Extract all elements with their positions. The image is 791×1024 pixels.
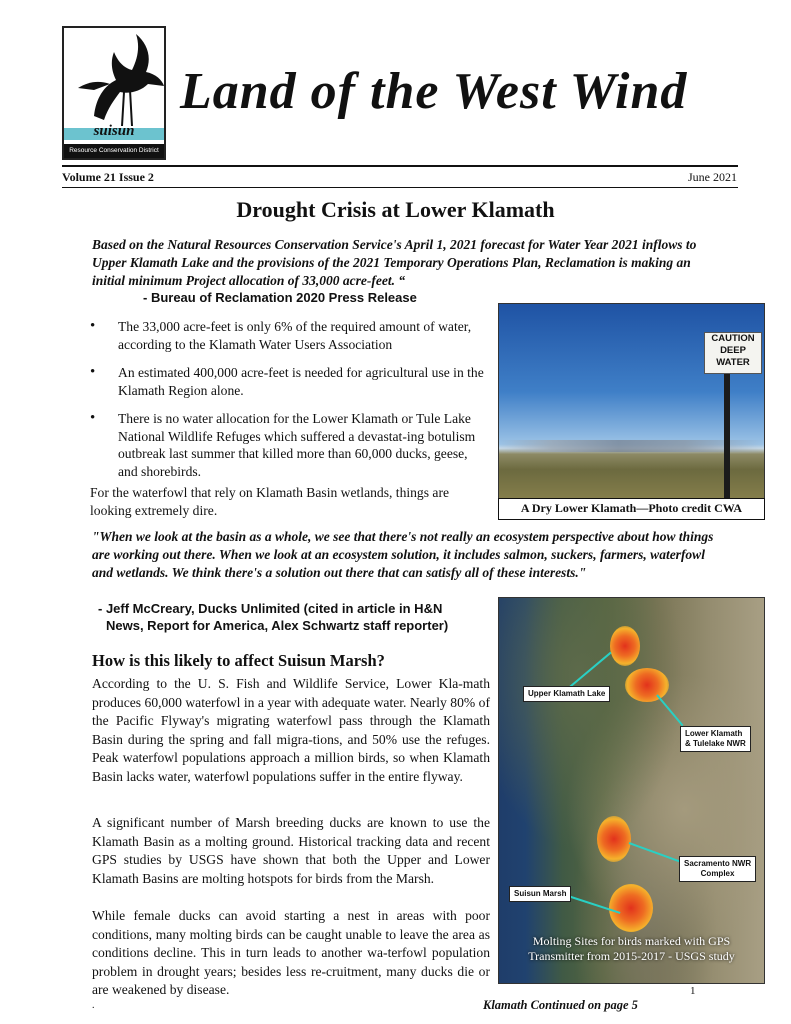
district-logo	[62, 26, 166, 160]
molting-sites-map	[498, 597, 765, 984]
article-headline: Drought Crisis at Lower Klamath	[236, 197, 555, 222]
heron-icon	[64, 28, 164, 128]
divider	[62, 187, 738, 188]
bullet-item: • An estimated 400,000 acre-feet is needed for agricultural use in the Klamath Region alone.	[90, 364, 485, 399]
volume-issue: Volume 21 Issue 2	[62, 170, 154, 184]
bullet-item: • There is no water allocation for the Lower Klamath or Tule Lake National Wildlife Refuges which suffered a devastat-ing botulism outbreak last summer that killed more than 60,000 ducks, geese, and shorebirds.	[90, 410, 485, 480]
newsletter-title: Land of the West Wind	[180, 63, 688, 120]
map-label-lower-klamath: Lower Klamath & Tulelake NWR	[680, 726, 751, 752]
photo-caption-box	[498, 498, 765, 520]
hotspot-suisun	[609, 884, 653, 932]
logo-caption: Resource Conservation District	[64, 144, 164, 158]
body-paragraph: While female ducks can avoid starting a nest in areas with poor conditions, many molting birds can be caught unable to leave the area as conditions decline. This in turn leads to another wa-terfowl population problem in drought years; besides less re-cruitment, many ducks die or are weakened by disease.	[92, 908, 490, 997]
body-paragraph: According to the U. S. Fish and Wildlife Service, Lower Kla-math produces 60,000 waterfowl in a year with adequate water. Nearly 80% of the Pacific Flyway's migrating waterfowl pass through the Klamath Basin during the spring and fall migra-tions, and 50% use the refuges. Peak waterfowl populations approach a million birds, so when Klamath Basin lacks water, waterfowl populations suffer in the entire flyway.	[92, 676, 490, 784]
mccreary-quote: "When we look at the basin as a whole, we see that there's not really an ecosystem perspective about how things are working out there. When we look at an ecosystem solution, it includes salmon, suckers, farmers, waterfowl and wetlands. We think there's a solution out there that can satisfy all of these interests."	[92, 529, 714, 580]
body-paragraph: A significant number of Marsh breeding ducks are known to use the Klamath Basin as a molting ground. Historical tracking data and recent GPS studies by USGS have shown that both the Upper and Lower Klamath Basins are molting hotspots for birds from the Marsh.	[92, 815, 490, 886]
source-line: News, Report for America, Alex Schwartz staff reporter)	[106, 618, 449, 633]
hotspot-sacramento	[597, 816, 631, 862]
divider	[62, 165, 738, 167]
hotspot-upper-klamath	[610, 626, 640, 666]
caution-sign	[704, 332, 762, 374]
sign-text-line: WATER	[716, 357, 750, 368]
waterfowl-paragraph: For the waterfowl that rely on Klamath Basin wetlands, things are looking extremely dire.	[90, 485, 450, 518]
photo-caption: A Dry Lower Klamath—Photo credit CWA	[520, 501, 743, 515]
intro-quote: Based on the Natural Resources Conservation Service's April 1, 2021 forecast for Water Year 2021 inflows to Upper Klamath Lake and the provisions of the 2021 Temporary Operations Plan, Reclamation is making an initial minimum Project allocation of 33,000 acre-feet. “	[92, 237, 697, 288]
mccreary-quote-source	[98, 600, 498, 634]
section-subheading: How is this likely to affect Suisun Marsh?	[92, 651, 385, 670]
bullet-list	[90, 318, 485, 491]
logo-wordmark: suisun	[93, 123, 135, 139]
issue-date: June 2021	[688, 170, 737, 184]
bullet-item: • The 33,000 acre-feet is only 6% of the required amount of water, according to the Klamath Water Users Association	[90, 318, 485, 353]
leader-line	[656, 694, 683, 726]
map-label-upper-klamath: Upper Klamath Lake	[523, 686, 610, 702]
dry-lake-photo	[498, 303, 765, 500]
sign-text-line: DEEP	[720, 345, 746, 356]
map-label-sacramento: Sacramento NWR Complex	[679, 856, 756, 882]
intro-quote-source: - Bureau of Reclamation 2020 Press Release	[143, 290, 417, 305]
map-label-suisun: Suisun Marsh	[509, 886, 571, 902]
hotspot-lower-klamath	[625, 668, 669, 702]
footer-mark: .	[92, 1000, 95, 1011]
map-caption: Molting Sites for birds marked with GPS Transmitter from 2015-2017 - USGS study	[528, 934, 735, 963]
source-line: - Jeff McCreary, Ducks Unlimited (cited in article in H&N	[98, 601, 443, 616]
page-number: 1	[690, 985, 696, 997]
sign-text-line: CAUTION	[711, 333, 755, 344]
continued-note: Klamath Continued on page 5	[483, 998, 638, 1012]
